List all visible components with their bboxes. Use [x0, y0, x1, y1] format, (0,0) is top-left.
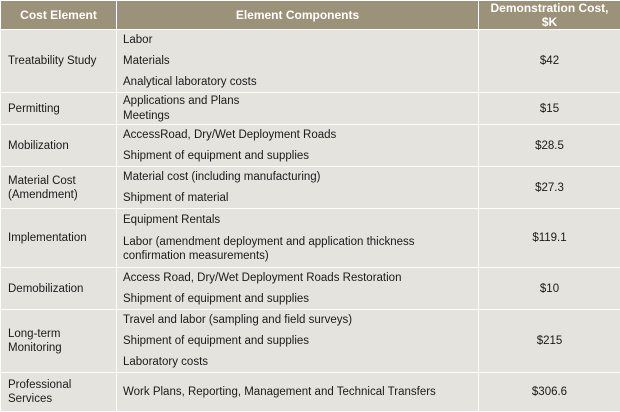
cost-cell: $119.1 — [479, 209, 620, 268]
table-row — [1, 30, 620, 93]
component-item: Meetings — [123, 109, 472, 123]
header-row — [1, 1, 620, 30]
table-row — [1, 268, 620, 310]
header-cost-element: Cost Element — [1, 1, 117, 30]
components-cell — [117, 167, 479, 209]
cost-cell: $42 — [479, 30, 620, 93]
table-row — [1, 373, 620, 412]
component-item: Labor — [123, 33, 472, 47]
cost-element-cell: Mobilization — [1, 125, 117, 167]
component-item: Travel and labor (sampling and field surveys) — [123, 313, 472, 327]
component-item: Material cost (including manufacturing) — [123, 170, 472, 184]
components-cell — [117, 30, 479, 93]
component-item: Shipment of equipment and supplies — [123, 292, 472, 306]
table-row — [1, 310, 620, 373]
cost-element-cell: Long-term Monitoring — [1, 310, 117, 373]
cost-element-cell: Implementation — [1, 209, 117, 268]
component-item: Materials — [123, 54, 472, 68]
component-item: Equipment Rentals — [123, 213, 472, 227]
cost-cell: $10 — [479, 268, 620, 310]
components-cell — [117, 93, 479, 125]
components-cell — [117, 373, 479, 412]
components-cell — [117, 310, 479, 373]
table-row — [1, 209, 620, 268]
cost-element-cell: Permitting — [1, 93, 117, 125]
component-item: Shipment of material — [123, 191, 472, 205]
cost-element-cell: Material Cost (Amendment) — [1, 167, 117, 209]
components-cell — [117, 268, 479, 310]
cost-cell: $306.6 — [479, 373, 620, 412]
header-element-components: Element Components — [117, 1, 479, 30]
component-item: Labor (amendment deployment and application thickness confirmation measurements) — [123, 235, 472, 263]
cost-cell: $15 — [479, 93, 620, 125]
components-cell — [117, 209, 479, 268]
components-cell — [117, 125, 479, 167]
cost-element-cell: Treatability Study — [1, 30, 117, 93]
component-item: Access Road, Dry/Wet Deployment Roads Restoration — [123, 271, 472, 285]
cost-cell: $27.3 — [479, 167, 620, 209]
table-row — [1, 125, 620, 167]
table-row — [1, 167, 620, 209]
cost-cell: $215 — [479, 310, 620, 373]
cost-element-cell: Professional Services — [1, 373, 117, 412]
component-item: Shipment of equipment and supplies — [123, 149, 472, 163]
component-item: Shipment of equipment and supplies — [123, 334, 472, 348]
table-row — [1, 93, 620, 125]
component-item: AccessRoad, Dry/Wet Deployment Roads — [123, 128, 472, 142]
component-item: Work Plans, Reporting, Management and Technical Transfers — [123, 385, 472, 399]
component-item: Laboratory costs — [123, 355, 472, 369]
component-item: Analytical laboratory costs — [123, 75, 472, 89]
cost-cell: $28.5 — [479, 125, 620, 167]
component-item: Applications and Plans — [123, 94, 472, 108]
header-demonstration-cost: Demonstration Cost, $K — [479, 1, 620, 30]
cost-element-cell: Demobilization — [1, 268, 117, 310]
